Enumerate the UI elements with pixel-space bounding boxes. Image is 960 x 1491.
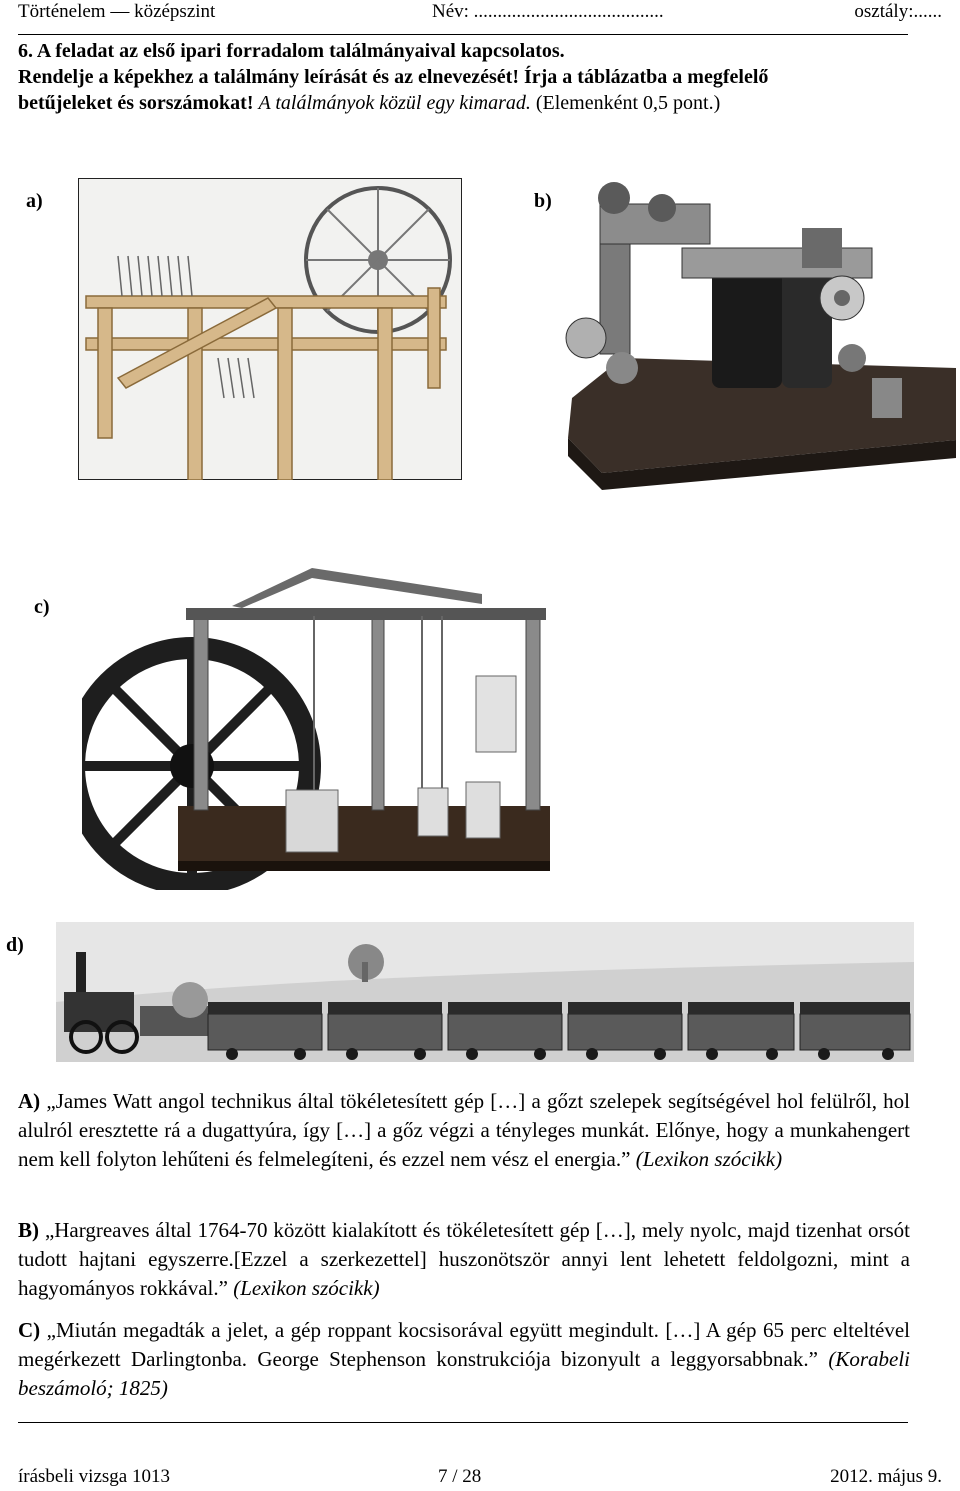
page-number: 7 / 28 [438, 1466, 482, 1487]
description-A-label: A) [18, 1089, 41, 1113]
footer-divider [18, 1422, 908, 1423]
task-instructions [18, 38, 918, 116]
task-line-3-italic: A találmányok közül egy kimarad. [258, 92, 531, 114]
task-line-3 [18, 90, 918, 116]
subject-header: Történelem — középszint [18, 1, 216, 22]
description-C-text: „Miután megadták a jelet, a gép roppant kocsisorával együtt megindult. […] A gép 65 perc elteltével megérkezett Darlingtonba. George Stephenson konstrukciója bizonyult a leggyorsabbnak.” [18, 1318, 911, 1371]
header-divider [18, 34, 908, 35]
task-line-3-points: (Elemenként 0,5 pont.) [535, 92, 721, 114]
steam-engine-image [82, 556, 562, 890]
locomotive-train-image [56, 922, 914, 1062]
description-B-text: „Hargreaves által 1764-70 között kialakított és tökéletesített gép […], mely nyolc, majd tizenhat orsót tudott hajtani egyszerre.[Ezzel a szerkezettel] huszonötször annyi lent lehetett feldolgozni, mint a hagyományos rokkával.” [18, 1218, 911, 1300]
figure-b-label: b) [534, 190, 552, 212]
exam-code: írásbeli vizsga 1013 [18, 1466, 170, 1487]
description-B-source: (Lexikon szócikk) [233, 1276, 380, 1300]
description-C [18, 1316, 910, 1403]
spinning-jenny-image [78, 178, 462, 480]
telegraph-image [562, 168, 956, 490]
figure-a-label: a) [26, 190, 43, 212]
class-field: osztály:...... [854, 1, 942, 22]
description-B-label: B) [18, 1218, 39, 1242]
description-C-label: C) [18, 1318, 41, 1342]
exam-date: 2012. május 9. [830, 1466, 942, 1487]
figure-c-label: c) [34, 596, 50, 618]
page-header [18, 0, 942, 26]
description-B [18, 1216, 910, 1303]
description-A-source: (Lexikon szócikk) [635, 1147, 783, 1171]
description-C-source: (Korabeli beszámoló; 1825) [18, 1347, 910, 1400]
description-A-text: „James Watt angol technikus által tökéletesített gép […] a gőzt szelepek segítségével hol felülről, hol alulról eresztette rá a dugattyúra, így […] a gőz végzi a tényleges munkát. Előnye, hogy a munkahengert nem kell folyton lehűteni és felmelegíteni, és ezzel nem vész el energia.” [18, 1089, 911, 1171]
task-line-1: 6. A feladat az első ipari forradalom találmányaival kapcsolatos. [18, 40, 565, 62]
description-A [18, 1087, 910, 1174]
name-field: Név: ........................................ [432, 1, 664, 22]
figure-d-label: d) [6, 934, 24, 956]
task-line-3-bold: betűjeleket és sorszámokat! [18, 92, 254, 114]
task-line-2: Rendelje a képekhez a találmány leírását és az elnevezését! Írja a táblázatba a megfelelő [18, 66, 769, 88]
